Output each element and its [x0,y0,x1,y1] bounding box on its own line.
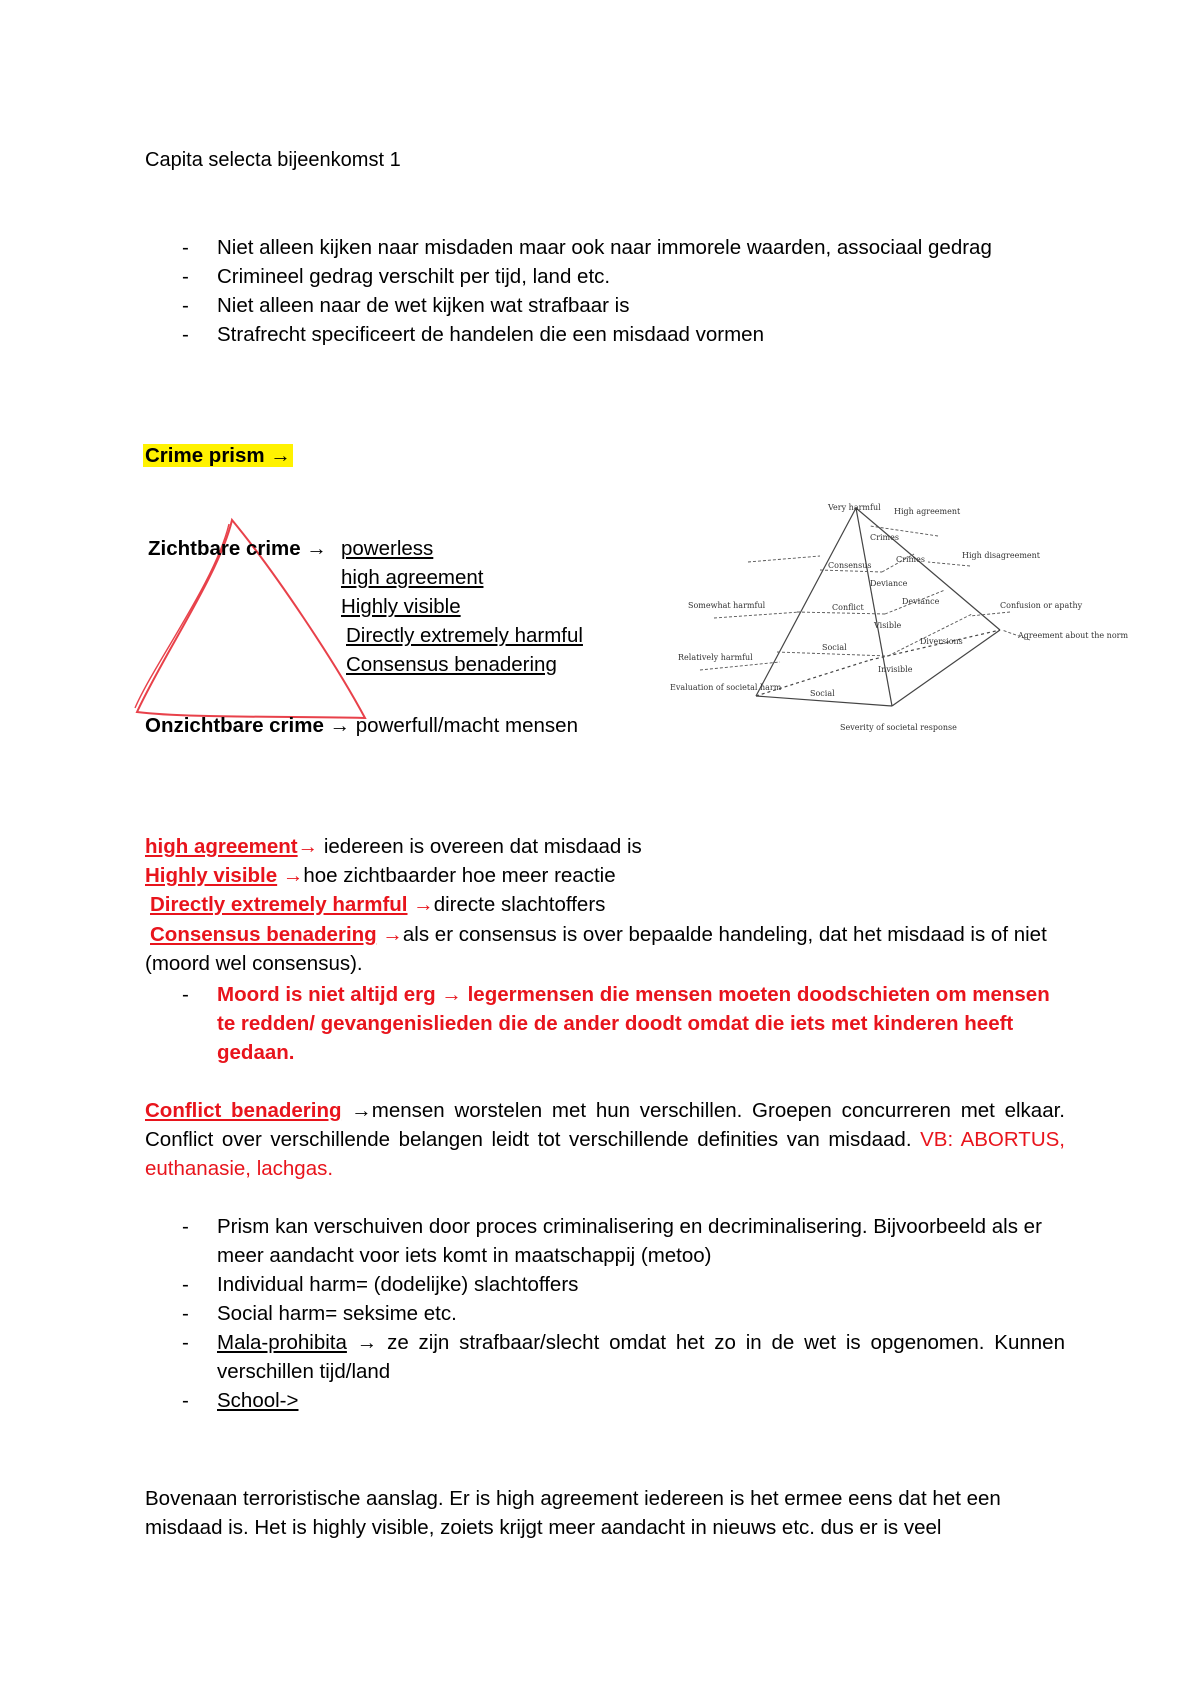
fig-label: Relatively harmful [678,653,753,662]
bullet-dash: - [182,265,189,288]
bullet-dash: - [182,236,189,259]
fig-label: Visible [874,621,902,630]
crime-prism-figure [670,500,1129,740]
bullet-text: School-> [217,1389,299,1412]
bullet-text [217,1328,1065,1386]
bullet-text: Crimineel gedrag verschilt per tijd, land etc. [217,265,611,288]
document-title: Capita selecta bijeenkomst 1 [145,149,401,171]
fig-label: Deviance [902,597,940,606]
moord-lead: Moord is niet altijd erg [217,983,436,1006]
onzichtbare-value: powerfull/macht mensen [355,714,578,737]
bullet-text: Prism kan verschuiven door proces criminalisering en decriminalisering. Bijvoorbeeld als er meer aandacht voor iets komt in maatschappij (metoo) [217,1215,1042,1267]
fig-label: Severity of societal response [840,723,957,732]
definition-term: Directly extremely harmful [150,893,408,916]
arrow-icon: → [441,983,462,1006]
definition-text: hoe zichtbaarder hoe meer reactie [303,864,616,887]
definition-term: Highly visible [145,864,278,887]
fig-label: High agreement [894,507,961,516]
zichtbare-label-text: Zichtbare crime [148,537,301,560]
definition-4 [145,920,1065,978]
bullet-dash: - [182,323,189,346]
mala-prohibita-text: ze zijn strafbaar/slecht omdat het zo in de wet is opgenomen. Kunnen verschillen tijd/land [217,1331,1065,1383]
zichtbare-item-2: high agreement [341,566,484,589]
onzichtbare-label: Onzichtbare crime [145,714,324,737]
zichtbare-item-1: powerless [341,537,434,560]
arrow-icon: → [351,1099,372,1122]
conflict-term: Conflict benadering [145,1099,342,1122]
fig-label: Crimes [870,533,899,542]
fig-label: Deviance [870,579,908,588]
arrow-icon: → [356,1331,378,1354]
zichtbare-item-4: Directly extremely harmful [346,624,583,647]
fig-label: Diversions [920,637,963,646]
arrow-icon: → [329,714,351,737]
fig-label: Social [822,643,847,652]
bullet-dash: - [182,1389,189,1412]
fig-label: Evaluation of societal harm [670,683,782,692]
fig-label: Agreement about the norm [1018,631,1129,640]
arrow-icon: → [413,893,434,916]
conflict-paragraph [145,1096,1065,1183]
closing-paragraph: Bovenaan terroristische aanslag. Er is high agreement iedereen is het ermee eens dat het een misdaad is. Het is highly visible, zoiets krijgt meer aandacht in nieuws etc. dus er is veel [145,1487,1001,1539]
bullet-text [217,980,1065,1067]
conflict-example: VB: ABORTUS, euthanasie, lachgas. [145,1128,1066,1180]
arrow-icon: → [270,444,291,467]
zichtbare-item-5: Consensus benadering [346,653,557,676]
zichtbare-item-3: Highly visible [341,595,461,618]
fig-label: Crimes [896,555,925,564]
fig-label: Social [810,689,835,698]
fig-label: High disagreement [962,551,1041,560]
mala-prohibita-term: Mala-prohibita [217,1331,347,1354]
arrow-icon: → [282,864,304,887]
definition-2 [145,862,616,890]
bullet-text: Individual harm= (dodelijke) slachtoffers [217,1273,579,1296]
bullet-dash: - [182,1273,189,1296]
bullet-dash: - [182,983,189,1006]
onzichtbare-crime-line [145,712,578,740]
fig-label: Very harmful [828,503,881,512]
definition-term: high agreement [145,835,298,858]
bullet-dash: - [182,294,189,317]
arrow-icon: → [297,835,319,858]
crime-prism-label: Crime prism [145,444,265,467]
moord-rest: legermensen die mensen moeten doodschieten om mensen te redden/ gevangenislieden die de ander doodt omdat die iets met kinderen heeft gedaan. [217,983,1050,1064]
bullet-text: Strafrecht specificeert de handelen die een misdaad vormen [217,323,764,346]
bullet-text: Niet alleen naar de wet kijken wat strafbaar is [217,294,630,317]
fig-label: Confusion or apathy [1000,601,1083,610]
bullet-dash: - [182,1331,189,1354]
fig-label: Somewhat harmful [688,601,766,610]
definition-text: als er consensus is over bepaalde handeling, dat het misdaad is of niet (moord wel consensus). [145,923,1047,975]
fig-label: Conflict [832,603,864,612]
fig-label: Consensus [828,561,872,570]
definition-1 [145,833,642,861]
bullet-text: Niet alleen kijken naar misdaden maar ook naar immorele waarden, associaal gedrag [217,236,992,259]
arrow-icon: → [382,923,403,946]
fig-label: Invisible [878,665,913,674]
definition-text: iedereen is overeen dat misdaad is [323,835,642,858]
definition-3 [150,891,605,919]
arrow-icon: → [306,537,327,560]
definition-term: Consensus benadering [150,923,377,946]
crime-prism-heading [143,442,293,470]
bullet-dash: - [182,1215,189,1238]
definition-text: directe slachtoffers [433,893,606,916]
bullet-dash: - [182,1302,189,1325]
conflict-text: mensen worstelen met hun verschillen. Groepen concurreren met elkaar. Conflict over verschillende belangen leidt tot verschillende definities van misdaad. [145,1099,1066,1151]
zichtbare-crime-label [148,535,327,563]
bullet-text: Social harm= seksime etc. [217,1302,457,1325]
